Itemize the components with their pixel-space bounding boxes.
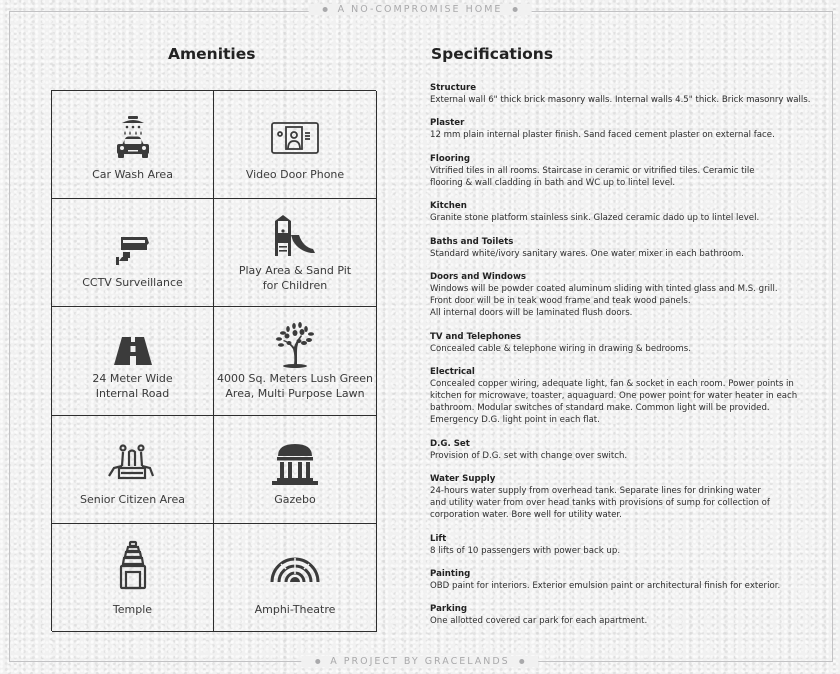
amenity-lawn [214, 307, 377, 415]
spec-item [430, 473, 830, 521]
spec-item [430, 271, 830, 319]
specifications-title: Specifications [431, 45, 554, 63]
spec-description-line: Standard white/ivory sanitary wares. One water mixer in each bathroom. [430, 248, 744, 259]
spec-title: Plaster [430, 118, 465, 129]
spec-item [430, 533, 830, 557]
spec-item [430, 568, 830, 592]
spec-description-line: corporation water. Bore well for utility water. [430, 510, 622, 521]
tree-icon [269, 319, 321, 371]
spec-description-line: kitchen for microwave, toaster, aquaguard. One power point for water heater in each [430, 391, 798, 402]
gazebo-icon [269, 440, 321, 492]
amenity-video-door-phone [214, 91, 377, 199]
cctv-camera-icon [107, 223, 159, 275]
spec-description-line: bathroom. Modular switches of standard make. Common light will be provided. [430, 403, 770, 414]
spec-title: Flooring [430, 153, 471, 164]
spec-item [430, 438, 830, 462]
spec-title: Doors and Windows [430, 271, 526, 282]
spec-description-line: Granite stone platform stainless sink. Glazed ceramic dado up to lintel level. [430, 213, 760, 224]
specifications-list [430, 82, 830, 639]
spec-item [430, 366, 830, 426]
spec-item [430, 603, 830, 627]
video-door-phone-icon [269, 111, 321, 163]
amenity-label: Temple [112, 602, 153, 616]
amenity-senior-citizen [52, 416, 214, 524]
playground-slide-icon [269, 211, 321, 263]
temple-icon [107, 540, 159, 592]
amenity-label: Car Wash Area [92, 168, 173, 181]
spec-description-line: Windows will be powder coated aluminum sliding with tinted glass and M.S. grill. [430, 284, 778, 295]
amenity-label: Senior Citizen Area [80, 492, 185, 506]
amenity-label: CCTV Surveillance [82, 276, 183, 290]
spec-title: D.G. Set [430, 438, 470, 449]
amenity-label: Amphi-Theatre [254, 602, 336, 616]
footer-tagline-text: A PROJECT BY GRACELANDS [330, 656, 510, 667]
road-icon [107, 325, 159, 377]
car-wash-icon [107, 111, 159, 163]
spec-title: Kitchen [430, 201, 467, 212]
amenities-title: Amenities [168, 45, 256, 63]
spec-description-line: flooring & wall cladding in bath and WC up to lintel level. [430, 177, 676, 188]
spec-title: Baths and Toilets [430, 236, 514, 247]
amenity-temple [52, 524, 214, 632]
header-tagline-text: A NO-COMPROMISE HOME [337, 4, 503, 15]
spec-title: Electrical [430, 366, 475, 377]
amenity-play-area [214, 199, 377, 307]
header-tagline [309, 4, 532, 15]
spec-description-line: Front door will be in teak wood frame and teak wood panels. [430, 296, 691, 307]
spec-description-line: External wall 6" thick brick masonry walls. Internal walls 4.5" thick. Brick masonry walls. [430, 95, 811, 106]
spec-description-line: Concealed copper wiring, adequate light, fan & socket in each room. Power points in [430, 379, 794, 389]
spec-description-line: Provision of D.G. set with change over switch. [430, 450, 628, 461]
bullet-dot-icon [315, 659, 320, 664]
spec-item [430, 82, 830, 106]
spec-item [430, 331, 830, 355]
spec-description-line: One allotted covered car park for each apartment. [430, 616, 648, 627]
bullet-dot-icon [323, 7, 328, 12]
spec-description-line: and utility water from over head tanks with provisions of sump for collection of [430, 498, 770, 509]
amenity-label: Video Door Phone [245, 168, 345, 181]
amenity-amphitheatre [214, 524, 377, 632]
spec-description-line: 12 mm plain internal plaster finish. Sand faced cement plaster on external face. [430, 130, 775, 141]
spec-item [430, 153, 830, 189]
amphitheatre-icon [269, 542, 321, 594]
amenity-gazebo [214, 416, 377, 524]
spec-title: Painting [430, 568, 471, 579]
spec-description-line: OBD paint for interiors. Exterior emulsion paint or architectural finish for exterior. [430, 580, 781, 591]
spec-description-line: Vitrified tiles in all rooms. Staircase in ceramic or vitrified tiles. Ceramic tile [430, 165, 755, 176]
spec-title: Parking [430, 604, 468, 615]
senior-citizens-bench-icon [107, 440, 159, 492]
bullet-dot-icon [512, 7, 517, 12]
spec-title: Water Supply [430, 473, 496, 484]
amenity-label: Gazebo [274, 492, 316, 506]
spec-description-line: Emergency D.G. light point in each flat. [430, 415, 600, 426]
spec-item [430, 236, 830, 260]
spec-item [430, 117, 830, 141]
amenity-car-wash [52, 91, 214, 199]
spec-description-line: Concealed cable & telephone wiring in drawing & bedrooms. [430, 343, 691, 354]
spec-title: Lift [430, 533, 447, 544]
amenity-label: 4000 Sq. Meters Lush Green Area, Multi Purpose Lawn [217, 372, 373, 401]
spec-description-line: All internal doors will be laminated flush doors. [430, 308, 633, 319]
footer-tagline [301, 656, 538, 667]
amenity-label: Play Area & Sand Pit for Children [238, 264, 352, 293]
spec-item [430, 200, 830, 224]
spec-title: Structure [430, 83, 477, 93]
amenity-road [52, 307, 214, 415]
amenities-grid [51, 90, 376, 631]
amenity-cctv [52, 199, 214, 307]
bullet-dot-icon [520, 659, 525, 664]
spec-description-line: 8 lifts of 10 passengers with power back up. [430, 545, 621, 556]
spec-title: TV and Telephones [430, 331, 522, 342]
amenity-label: 24 Meter Wide Internal Road [92, 372, 173, 401]
spec-description-line: 24-hours water supply from overhead tank. Separate lines for drinking water [430, 486, 761, 497]
